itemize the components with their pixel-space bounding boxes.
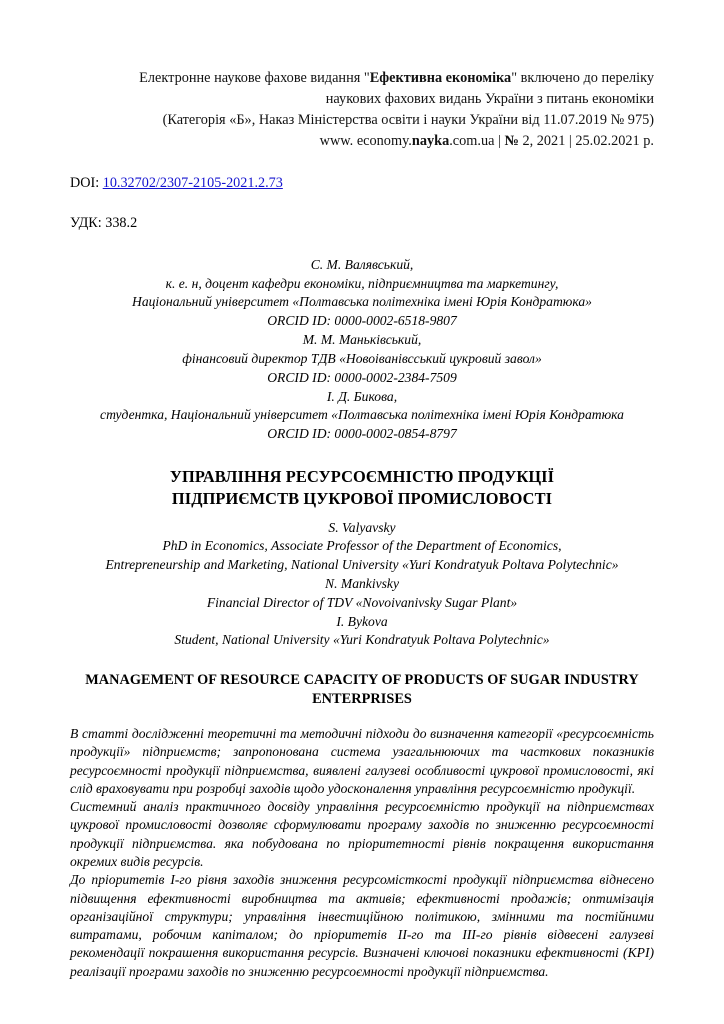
- title-line-uk: УПРАВЛІННЯ РЕСУРСОЄМНІСТЮ ПРОДУКЦІЇ: [169, 466, 555, 486]
- author-line-uk: к. е. н, доцент кафедри економіки, підприємництва та маркетингу,: [165, 275, 559, 291]
- journal-header-line: [70, 110, 654, 131]
- author-line-uk: фінансовий директор ТДВ «Новоіванівсський цукровий завол»: [182, 350, 542, 366]
- journal-header-text: " включено до переліку: [511, 70, 654, 86]
- doi-row: [70, 174, 654, 194]
- author-line-en: I. Bykova: [336, 613, 388, 629]
- authors-block-uk: [70, 256, 654, 444]
- author-line-uk: ORCID ID: 0000-0002-0854-8797: [267, 426, 457, 442]
- author-line-uk: С. М. Валявський,: [310, 256, 414, 272]
- author-line-en: Financial Director of TDV «Novoivanivsky Sugar Plant»: [206, 594, 518, 610]
- author-line-uk: ORCID ID: 0000-0002-2384-7509: [267, 369, 457, 385]
- journal-header-text: 2, 2021 | 25.02.2021 р.: [518, 133, 654, 150]
- doi-label: DOI:: [70, 175, 103, 192]
- journal-header-line: [70, 131, 654, 152]
- title-line-en: MANAGEMENT OF RESOURCE CAPACITY OF PRODUCTS OF SUGAR INDUSTRY: [85, 672, 639, 689]
- author-line-uk: М. М. Маньківський,: [302, 332, 422, 348]
- abstract-paragraph: Системний аналіз практичного досвіду управління ресурсоємністю продукції на підприємствах цукрової промисловості дозволяє сформулювати програму заходів по зниженню ресурсоємності продукції підприємства. яка побудована по пріоритетності рівнів покращення використання окремих видів ресурсів.: [70, 799, 654, 869]
- journal-header-emphasis: №: [504, 133, 519, 150]
- doi-link[interactable]: 10.32702/2307-2105-2021.2.73: [102, 175, 283, 192]
- author-line-en: S. Valyavsky: [328, 519, 396, 535]
- title-line-en: ENTERPRISES: [312, 691, 412, 708]
- title-uk: [70, 466, 654, 510]
- udc-row: УДК: 338.2: [70, 214, 138, 231]
- journal-header: [70, 0, 654, 152]
- journal-header-text: (Категорія «Б», Наказ Міністерства освіти і науки України від 11.07.2019 № 975): [162, 112, 654, 129]
- journal-header-text: www. economy.: [319, 133, 412, 150]
- author-line-en: Entrepreneurship and Marketing, National University «Yuri Kondratyuk Poltava Polytechnic»: [105, 557, 619, 573]
- abstract-paragraph: В статті дослідженні теоретичні та методичні підходи до визначення категорії «ресурсоємність продукції» підприємств; запропонована система узагальнюючих та часткових показників ресурсоємності продукції підприємства, виявлені галузеві особливості цукрової промисловості, які слід враховувати при розробці заходів щодо удосконалення управління ресурсоємністю продукції.: [70, 725, 654, 796]
- journal-header-emphasis: Ефективна економіка: [369, 70, 512, 86]
- title-en: [70, 671, 654, 709]
- author-line-en: Student, National University «Yuri Kondratyuk Poltava Polytechnic»: [174, 632, 550, 648]
- abstract-uk: [70, 725, 654, 981]
- author-line-en: PhD in Economics, Associate Professor of the Department of Economics,: [162, 538, 562, 554]
- author-line-uk: ORCID ID: 0000-0002-6518-9807: [267, 313, 457, 329]
- journal-header-emphasis: nayka: [411, 133, 450, 150]
- abstract-paragraph: До пріоритетів І-го рівня заходів зниження ресурсомісткості продукції підприємства віднесено підвищення ефективності виробництва та активів; ефективності продажів; оптимізація організаційної структури; управління інвестиційною політикою, змінними та постійними витратами, робочим капіталом; до пріоритетів ІІ-го та ІІІ-го рівнів відвесені галузеві рекомендації покрашення використання ресурсів. Визначені ключові показники ефективності (KPI) реалізації програми заходів по зниженню ресурсоємності продукції підприємства.: [70, 872, 654, 979]
- journal-header-line: [70, 68, 654, 89]
- author-line-uk: Національний університет «Полтавська політехніка імені Юрія Кондратюка»: [132, 294, 592, 310]
- author-line-uk: студентка, Національний університет «Полтавська політехніка імені Юрія Кондратюка: [100, 407, 624, 423]
- journal-header-line: [70, 89, 654, 110]
- journal-header-text: наукових фахових видань України з питань економіки: [325, 91, 654, 108]
- authors-block-en: [70, 519, 654, 651]
- journal-header-text: .com.ua |: [449, 133, 505, 150]
- title-line-uk: ПІДПРИЄМСТВ ЦУКРОВОЇ ПРОМИСЛОВОСТІ: [171, 488, 553, 508]
- author-line-uk: І. Д. Бикова,: [326, 388, 398, 404]
- journal-header-text: Електронне наукове фахове видання ": [139, 70, 370, 86]
- author-line-en: N. Mankivsky: [325, 576, 399, 591]
